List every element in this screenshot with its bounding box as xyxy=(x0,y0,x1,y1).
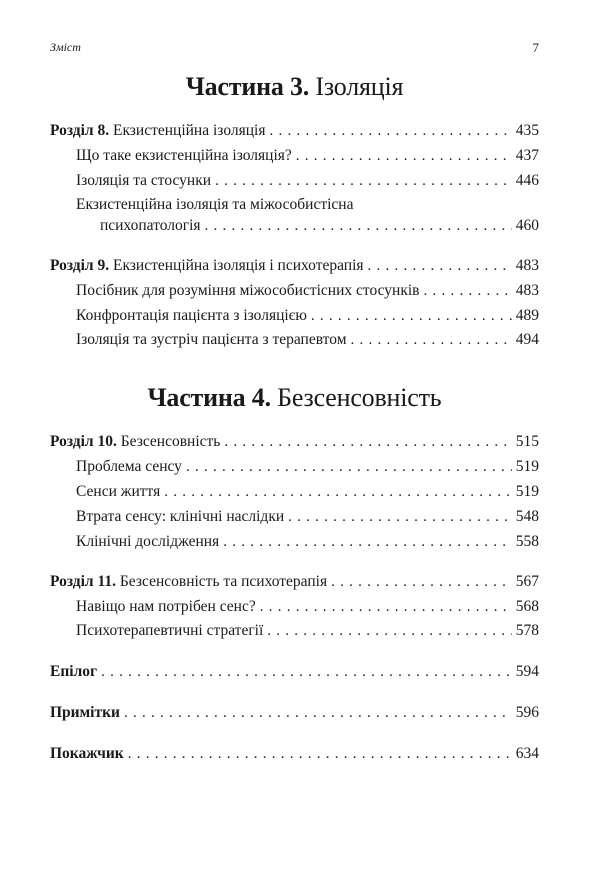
dot-leader xyxy=(128,744,512,764)
toc-item[interactable] xyxy=(76,621,539,641)
toc-item[interactable] xyxy=(76,306,539,326)
item-label: Посібник для розуміння міжособистісних стосунків xyxy=(76,282,420,299)
item-page: 578 xyxy=(515,622,539,639)
item-label: Проблема сенсу xyxy=(76,458,182,475)
toc-chapter[interactable] xyxy=(50,572,539,592)
item-label: Клінічні дослідження xyxy=(76,533,220,550)
item-label: Що таке екзистенційна ізоляція? xyxy=(76,147,292,164)
running-header xyxy=(50,40,539,60)
section-name: Зміст xyxy=(50,40,81,54)
toc-item[interactable] xyxy=(76,507,539,527)
item-label: Навіщо нам потрібен сенс? xyxy=(76,598,256,615)
item-page: 446 xyxy=(515,172,539,189)
item-page: 489 xyxy=(515,307,539,324)
toc-item[interactable] xyxy=(76,532,539,552)
dot-leader xyxy=(215,171,512,191)
chapter-page: 483 xyxy=(515,257,539,274)
item-page: 437 xyxy=(515,147,539,164)
dot-leader xyxy=(368,256,512,276)
toc-item[interactable] xyxy=(100,216,539,236)
toc-chapter[interactable] xyxy=(50,256,539,276)
part-number: Частина 4. xyxy=(147,383,271,412)
part-name: Безсенсовність xyxy=(270,383,442,412)
dot-leader xyxy=(288,507,512,527)
item-page: 519 xyxy=(515,483,539,500)
dot-leader xyxy=(223,532,512,552)
dot-leader xyxy=(205,216,512,236)
item-label: Ізоляція та стосунки xyxy=(76,172,212,189)
toc-chapter[interactable] xyxy=(50,432,539,452)
item-page: 548 xyxy=(515,508,539,525)
part-name: Ізоляція xyxy=(309,72,404,101)
part-title xyxy=(50,383,539,413)
item-page: 494 xyxy=(515,331,539,348)
item-label: Конфронтація пацієнта з ізоляцією xyxy=(76,307,307,324)
item-page: 558 xyxy=(515,533,539,550)
toc-chapter[interactable] xyxy=(50,121,539,141)
item-label: Покажчик xyxy=(50,745,124,762)
dot-leader xyxy=(260,597,512,617)
toc-epilogue[interactable] xyxy=(50,662,539,682)
item-label: Сенси життя xyxy=(76,483,161,500)
toc-item[interactable] xyxy=(76,597,539,617)
part-title xyxy=(50,72,539,102)
chapter-label: Розділ 11. Безсенсовність та психотерапія xyxy=(50,573,328,590)
chapter-page: 567 xyxy=(515,573,539,590)
item-label: Примітки xyxy=(50,704,120,721)
dot-leader xyxy=(164,482,512,502)
chapter-page: 515 xyxy=(515,433,539,450)
chapter-label: Розділ 10. Безсенсовність xyxy=(50,433,221,450)
dot-leader xyxy=(311,306,512,326)
item-label: психопатологія xyxy=(100,217,201,234)
toc-item[interactable] xyxy=(76,146,539,166)
chapter-page: 435 xyxy=(515,122,539,139)
item-page: 596 xyxy=(515,704,539,721)
chapter-label: Розділ 9. Екзистенційна ізоляція і психотерапія xyxy=(50,257,364,274)
toc-item[interactable] xyxy=(76,171,539,191)
dot-leader xyxy=(269,121,511,141)
dot-leader xyxy=(351,330,512,350)
item-page: 594 xyxy=(515,663,539,680)
item-page: 460 xyxy=(515,217,539,234)
item-page: 519 xyxy=(515,458,539,475)
item-label: Епілог xyxy=(50,663,98,680)
item-label: Психотерапевтичні стратегії xyxy=(76,622,264,639)
item-page: 568 xyxy=(515,598,539,615)
part-number: Частина 3. xyxy=(185,72,310,101)
dot-leader xyxy=(186,457,512,477)
item-page: 483 xyxy=(515,282,539,299)
dot-leader xyxy=(296,146,512,166)
toc-notes[interactable] xyxy=(50,703,539,723)
toc-item[interactable] xyxy=(76,482,539,502)
toc-item[interactable] xyxy=(76,330,539,350)
item-label: Втрата сенсу: клінічні наслідки xyxy=(76,508,285,525)
dot-leader xyxy=(124,703,512,723)
toc-index[interactable] xyxy=(50,744,539,764)
dot-leader xyxy=(267,621,511,641)
item-label-line1: Екзистенційна ізоляція та міжособистісна xyxy=(76,196,354,213)
toc-item[interactable] xyxy=(76,457,539,477)
chapter-label: Розділ 8. Екзистенційна ізоляція xyxy=(50,122,266,139)
dot-leader xyxy=(101,662,512,682)
dot-leader xyxy=(331,572,512,592)
dot-leader xyxy=(224,432,511,452)
page-number: 7 xyxy=(532,40,539,55)
item-page: 634 xyxy=(515,745,539,762)
toc-item[interactable] xyxy=(76,281,539,301)
item-label: Ізоляція та зустріч пацієнта з терапевтом xyxy=(76,331,347,348)
dot-leader xyxy=(423,281,511,301)
